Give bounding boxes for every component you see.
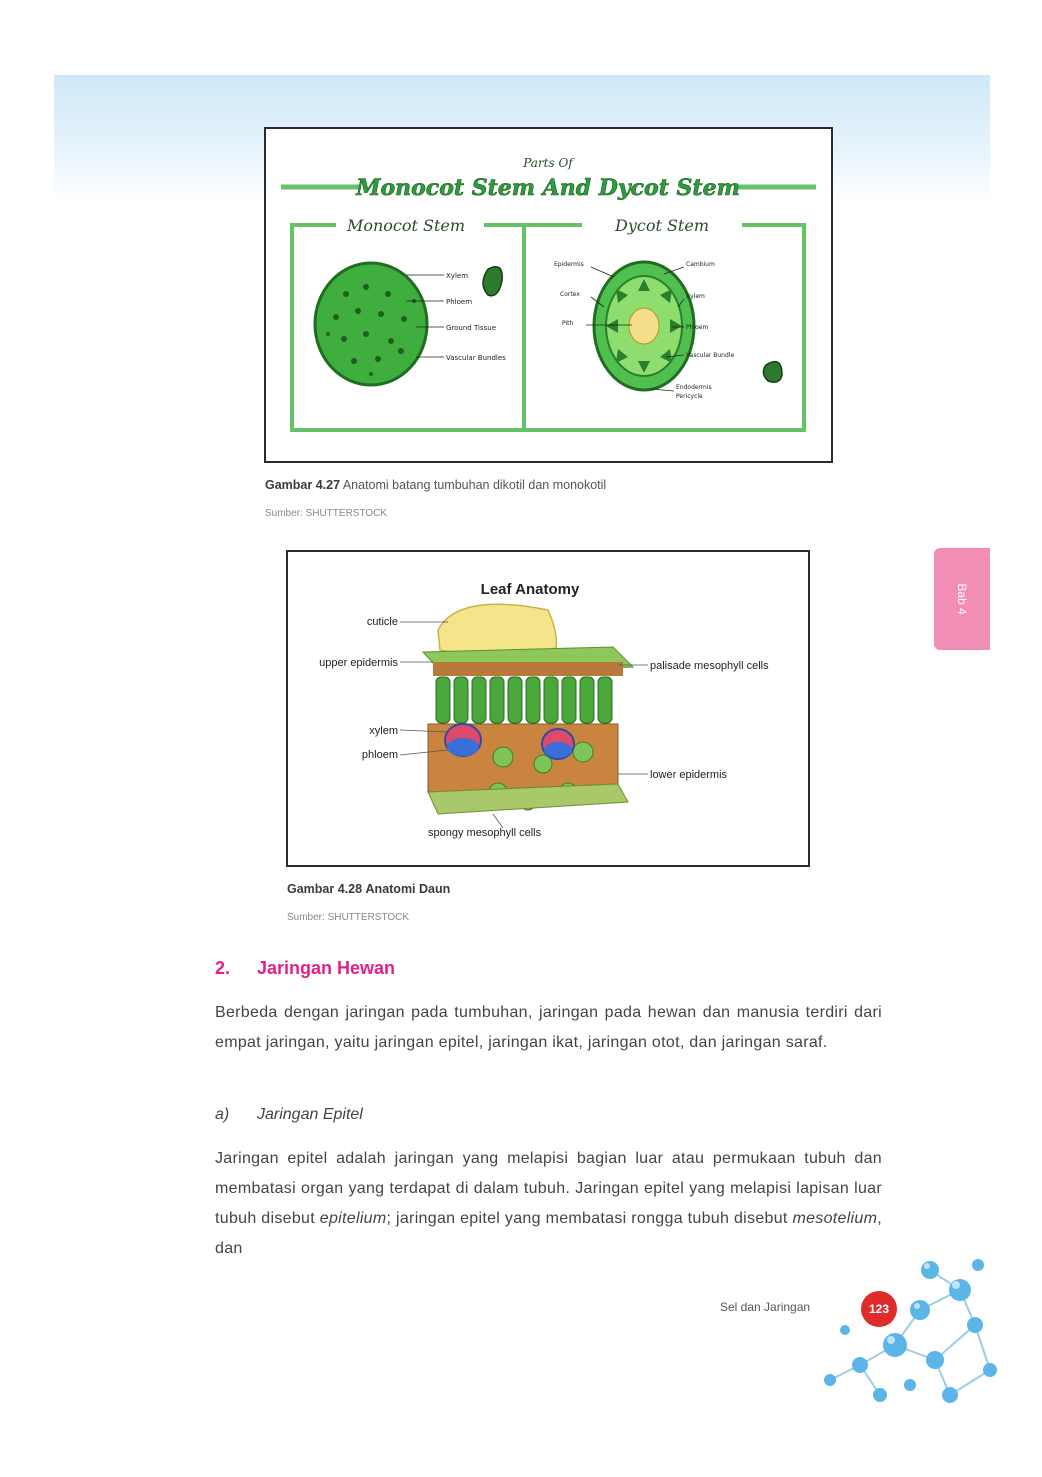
subsection-number: a) <box>215 1106 230 1123</box>
dycot-label-vascular-bundle: Vascular Bundle <box>686 352 735 359</box>
subsection-title: Jaringan Epitel <box>257 1106 363 1123</box>
diagram-kicker: Parts Of <box>523 156 573 170</box>
molecule-decoration <box>800 1250 1000 1410</box>
dycot-label-pericycle: Pericycle <box>676 393 703 400</box>
paragraph-epitel-part2: ; jaringan epitel yang membatasi rongga tubuh disebut <box>386 1210 793 1227</box>
figure-leaf-anatomy <box>286 550 810 867</box>
dycot-label-xylem: Xylem <box>686 293 705 300</box>
paragraph-intro: Berbeda dengan jaringan pada tumbuhan, jaringan pada hewan dan manusia terdiri dari empat jaringan, yaitu jaringan epitel, jaringan ikat, jaringan otot, dan jaringan saraf. <box>215 1004 882 1051</box>
figure1-caption-label: Gambar 4.27 <box>265 478 341 492</box>
monocot-label-xylem: Xylem <box>446 272 469 280</box>
section-heading <box>215 958 395 979</box>
monocot-bundle-detail <box>483 267 502 296</box>
leaf-label-lower-epidermis: lower epidermis <box>650 769 728 781</box>
figure1-caption-text: Anatomi batang tumbuhan dikotil dan monokotil <box>342 478 607 492</box>
leaf-label-xylem: xylem <box>369 725 398 737</box>
chapter-side-tab-label: Bab 4 <box>955 583 969 615</box>
paragraph-epitel <box>215 1144 882 1264</box>
page-number-badge: 123 <box>861 1291 897 1327</box>
leaf-diagram <box>288 552 808 865</box>
leaf-label-upper-epidermis: upper epidermis <box>319 657 398 669</box>
subsection-heading <box>215 1106 363 1124</box>
figure1-caption <box>265 478 606 492</box>
figure2-caption <box>287 882 450 896</box>
term-epitelium: epitelium <box>319 1210 387 1227</box>
stem-diagram <box>266 129 831 461</box>
monocot-label-ground-tissue: Ground Tissue <box>446 324 497 332</box>
dycot-label-phloem: Phloem <box>686 324 709 331</box>
leaf-label-spongy: spongy mesophyll cells <box>428 827 542 839</box>
leaf-label-cuticle: cuticle <box>366 616 398 628</box>
leaf-label-palisade: palisade mesophyll cells <box>650 660 769 672</box>
dycot-label-cambium: Cambium <box>686 261 715 268</box>
cuticle-layer <box>438 604 556 655</box>
monocot-label-vascular-bundles: Vascular Bundles <box>446 354 506 362</box>
paragraph-epitel-part3: , dan <box>215 1210 882 1257</box>
chapter-side-tab[interactable] <box>934 548 990 650</box>
dycot-heading: Dycot Stem <box>614 216 710 235</box>
leaf-diagram-title: Leaf Anatomy <box>480 581 580 598</box>
dycot-label-cortex: Cortex <box>560 291 580 298</box>
diagram-title: Monocot Stem And Dycot Stem <box>356 175 740 201</box>
term-mesotelium: mesotelium <box>792 1210 878 1227</box>
section-number: 2. <box>215 958 231 978</box>
monocot-heading: Monocot Stem <box>346 216 466 235</box>
dycot-label-epidermis: Epidermis <box>554 261 584 268</box>
footer-chapter-label: Sel dan Jaringan <box>720 1300 811 1314</box>
dycot-label-endodermis: Endodermis <box>676 384 712 391</box>
monocot-cross-section <box>315 263 427 385</box>
figure2-caption-label: Gambar 4.28 <box>287 882 363 896</box>
dycot-bundle-detail <box>763 362 782 382</box>
dycot-label-pith: Pith <box>562 320 574 327</box>
figure2-caption-text: Anatomi Daun <box>365 882 451 896</box>
monocot-label-phloem: Phloem <box>446 298 473 306</box>
leaf-label-phloem: phloem <box>361 749 398 761</box>
paragraph-epitel-part1: Jaringan epitel adalah jaringan yang melapisi bagian luar atau permukaan tubuh dan membatasi organ yang terdapat di dalam tubuh. Jaringan epitel yang melapisi lapisan luar tubuh disebut <box>215 1150 882 1227</box>
figure2-source: Sumber: SHUTTERSTOCK <box>287 912 410 923</box>
figure-stem-anatomy <box>264 127 833 463</box>
section-title: Jaringan Hewan <box>257 958 396 978</box>
figure1-source: Sumber: SHUTTERSTOCK <box>265 508 388 519</box>
